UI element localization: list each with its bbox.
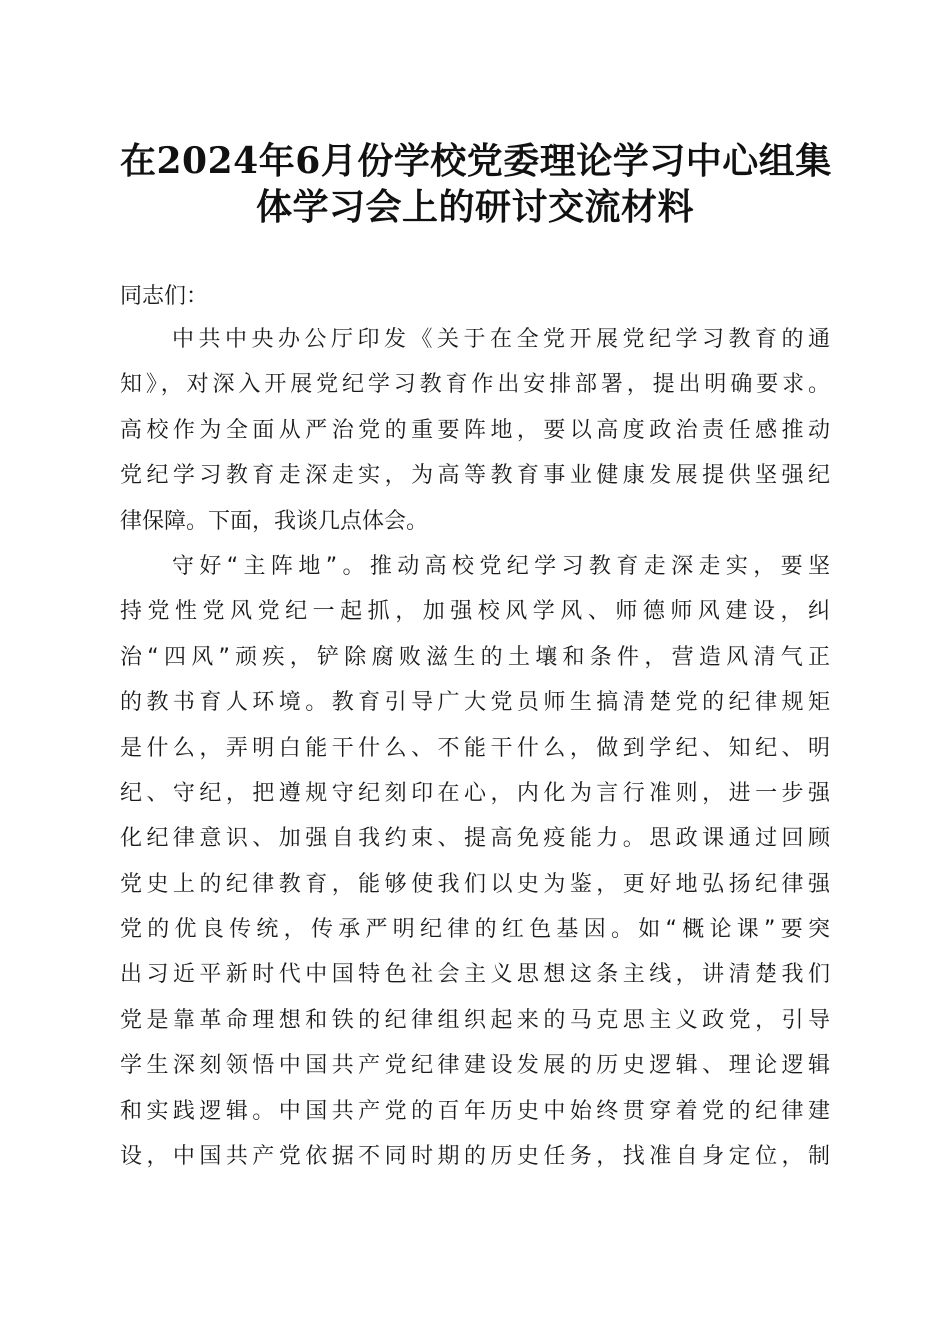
salutation: 同志们： [120, 284, 209, 309]
body-text [120, 325, 830, 1187]
paragraph-2-line: 党史上的纪律教育，能够使我们以史为鉴，更好地弘扬纪律强 [120, 871, 830, 897]
paragraph-2-line: 是什么，弄明白能干什么、不能干什么，做到学纪、知纪、明 [120, 735, 830, 761]
paragraph-1-line: 律保障。下面，我谈几点体会。 [120, 508, 429, 534]
paragraph-1-line: 党纪学习教育走深走实，为高等教育事业健康发展提供坚强纪 [120, 463, 830, 489]
paragraph-2-line: 学生深刻领悟中国共产党纪律建设发展的历史逻辑、理论逻辑 [120, 1053, 830, 1079]
document-title [120, 138, 830, 230]
paragraph-2-line: 和实践逻辑。中国共产党的百年历史中始终贯穿着党的纪律建 [120, 1098, 830, 1124]
paragraph-1-line: 高校作为全面从严治党的重要阵地，要以高度政治责任感推动 [120, 417, 830, 443]
paragraph-2-line: 设，中国共产党依据不同时期的历史任务，找准自身定位，制 [120, 1144, 830, 1170]
title-line: 在2024年6月份学校党委理论学习中心组集 [120, 140, 832, 182]
paragraph-1-line: 知》，对深入开展党纪学习教育作出安排部署，提出明确要求。 [120, 372, 830, 398]
paragraph-2-line: 持党性党风党纪一起抓，加强校风学风、师德师风建设，纠 [120, 599, 830, 625]
paragraph-2-line: 化纪律意识、加强自我约束、提高免疫能力。思政课通过回顾 [120, 826, 830, 852]
paragraph-2-line: 党的优良传统，传承严明纪律的红色基因。如“概论课”要突 [120, 917, 830, 943]
paragraph-2-line: 纪、守纪，把遵规守纪刻印在心，内化为言行准则，进一步强 [120, 780, 830, 806]
title-line: 体学习会上的研讨交流材料 [255, 186, 694, 228]
paragraph-1-line: 中共中央办公厅印发《关于在全党开展党纪学习教育的通 [172, 327, 830, 352]
paragraph-2-line: 守好“主阵地”。推动高校党纪学习教育走深走实，要坚 [172, 553, 830, 579]
paragraph-2-line: 党是靠革命理想和铁的纪律组织起来的马克思主义政党，引导 [120, 1007, 830, 1033]
paragraph-2-line: 治“四风”顽疾，铲除腐败滋生的土壤和条件，营造风清气正 [120, 644, 830, 670]
paragraph-2-line: 出习近平新时代中国特色社会主义思想这条主线，讲清楚我们 [120, 962, 830, 988]
paragraph-2-line: 的教书育人环境。教育引导广大党员师生搞清楚党的纪律规矩 [120, 690, 830, 716]
